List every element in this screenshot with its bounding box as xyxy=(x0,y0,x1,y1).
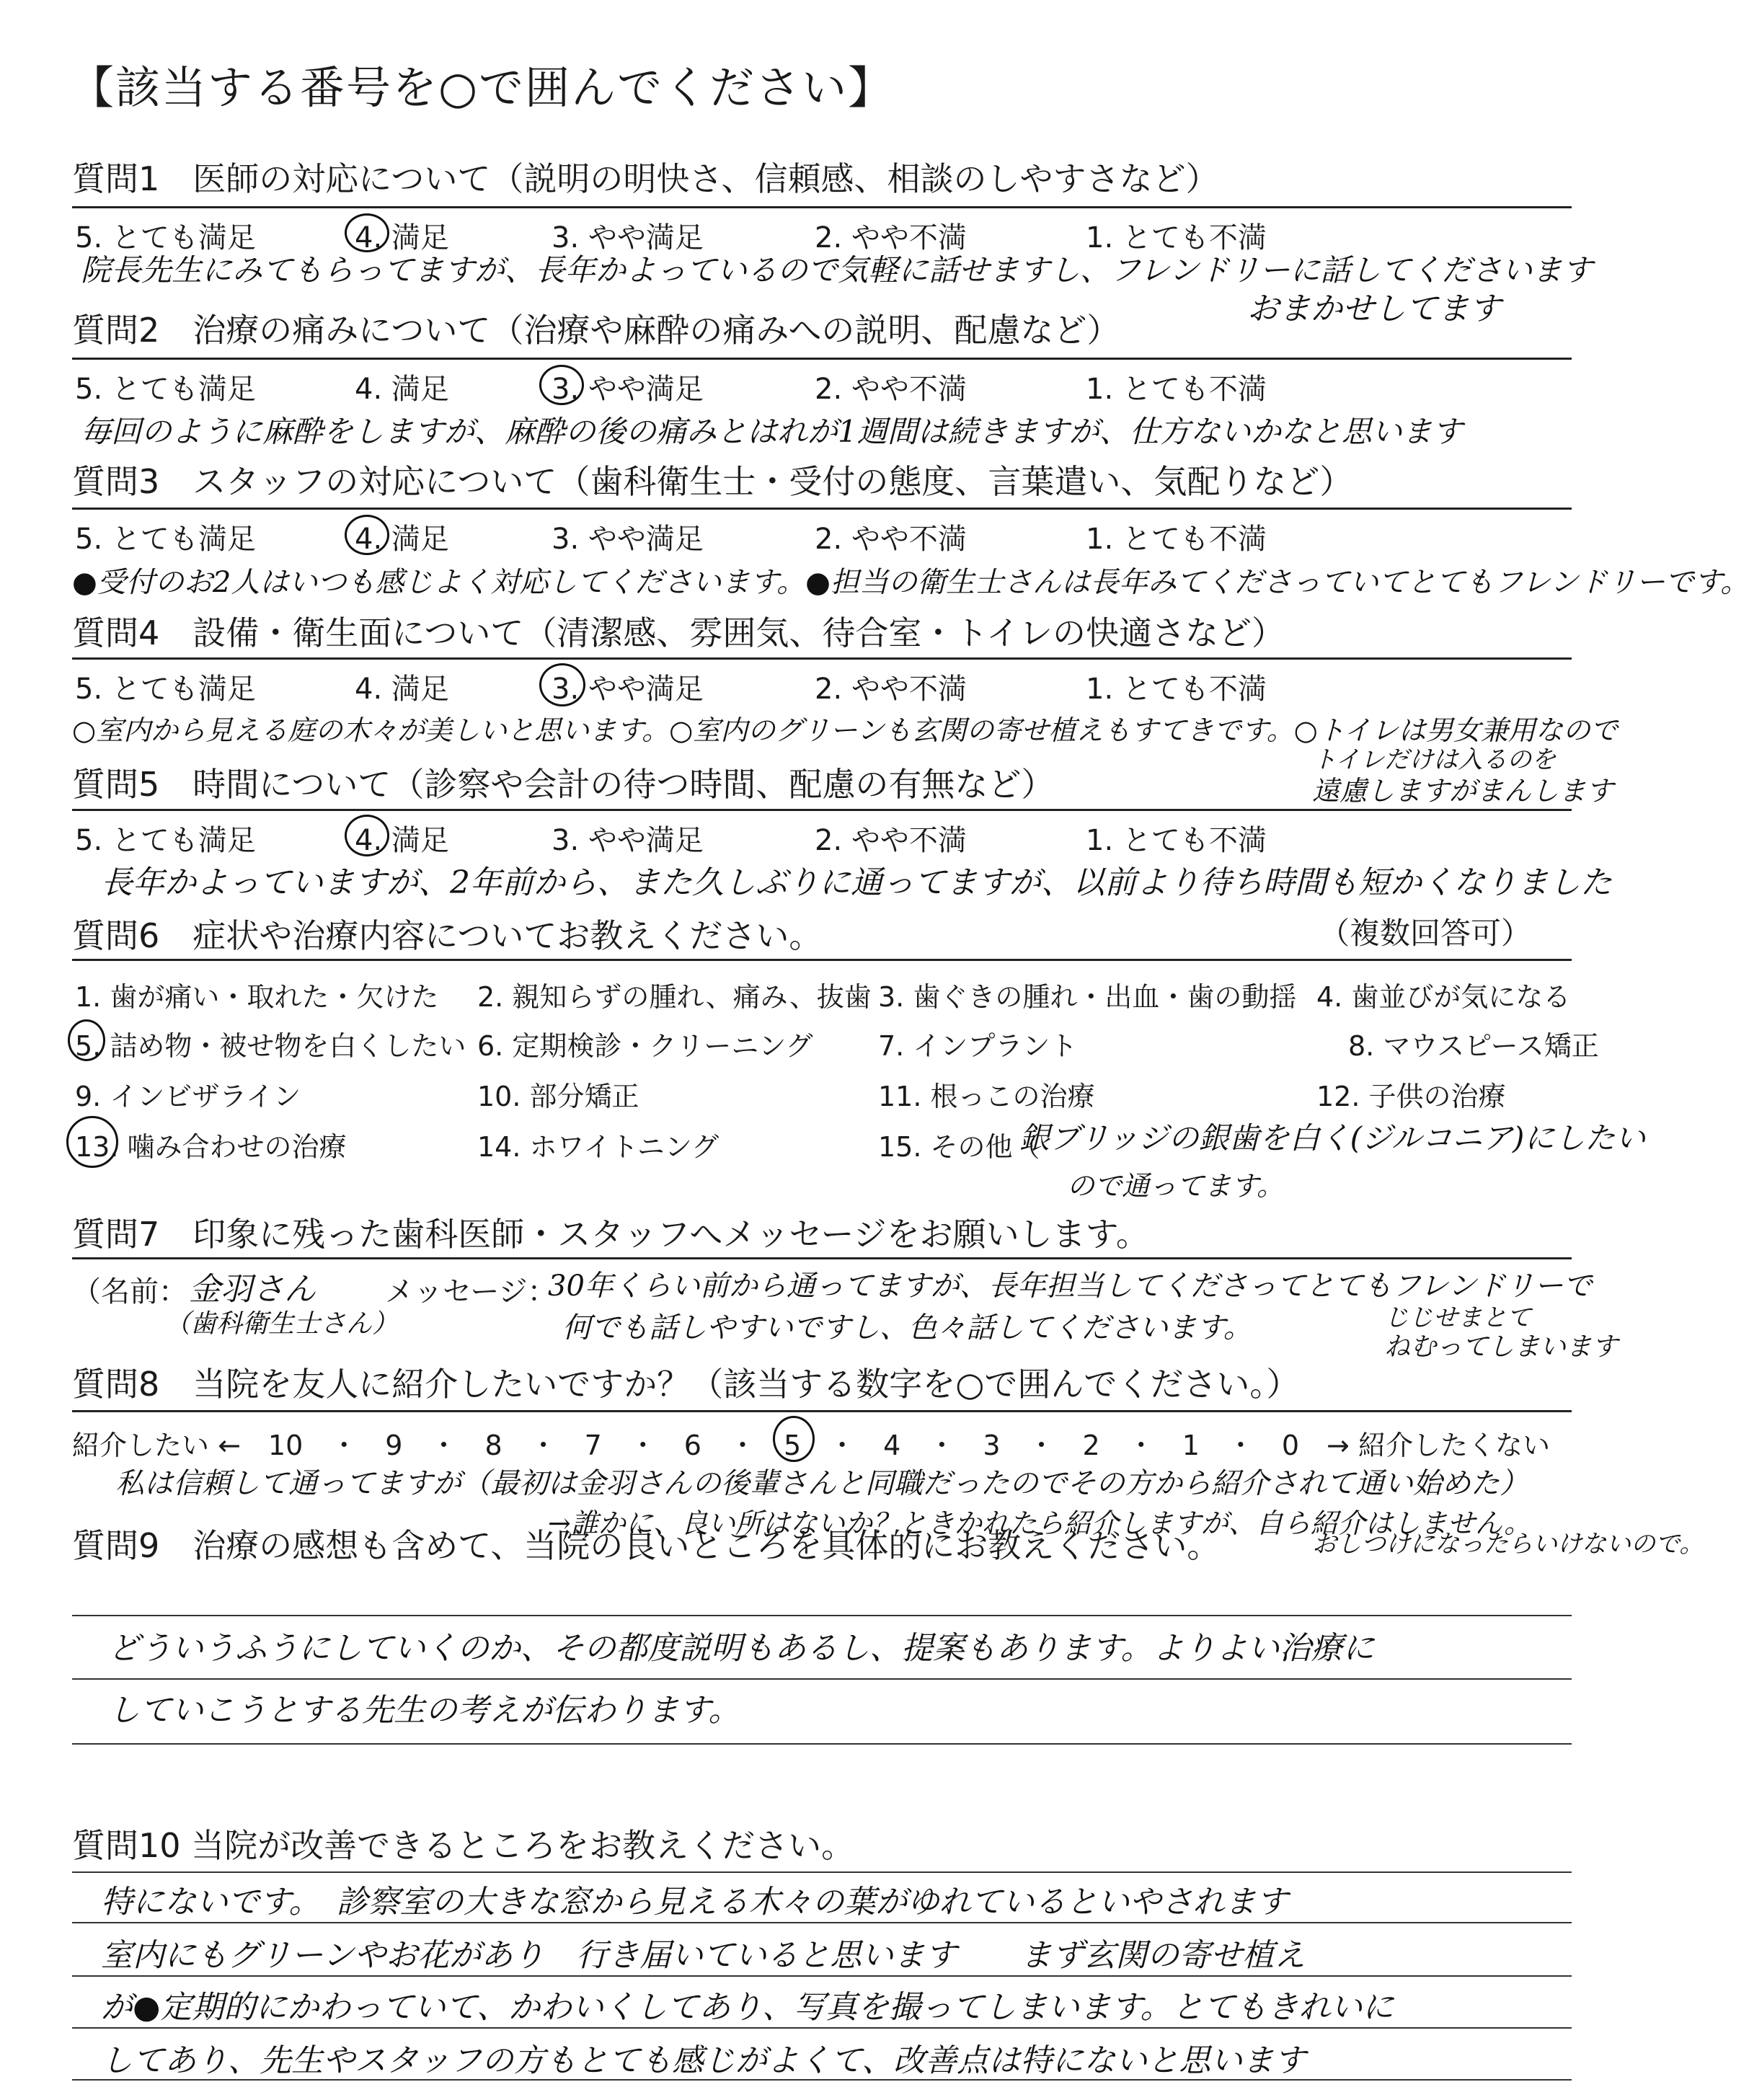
q5-opt2[interactable]: 2. やや不満 xyxy=(815,824,967,857)
q10-answer-line1: 特にないです。 診察室の大きな窓から見える木々の葉がゆれているといやされます xyxy=(101,1884,1288,1920)
q3-opt1[interactable]: 1. とても不満 xyxy=(1086,523,1267,556)
q5-answer-circle xyxy=(345,815,389,856)
q1-opt2[interactable]: 2. やや不満 xyxy=(815,221,967,254)
q10-answer-line3: が●定期的にかわっていて、かわいくしてあり、写真を撮ってしまいます。とてもきれいに xyxy=(101,1989,1394,2026)
q6-item5[interactable]: 5. 詰め物・被せ物を白くしたい xyxy=(75,1030,466,1062)
q6-item4[interactable]: 4. 歯並びが気になる xyxy=(1316,981,1571,1013)
q4-comment: ○室内から見える庭の木々が美しいと思います。○室内のグリーンも玄関の寄せ植えもすてきです。○トイレは男女兼用なので xyxy=(72,714,1618,746)
q8-comment-cont: →誰かに、良い所はないか？ときかれたら紹介しますが、自ら紹介はしません。 xyxy=(548,1507,1532,1539)
q7-rule xyxy=(72,1257,1572,1259)
q10-answer-line2: 室内にもグリーンやお花があり 行き届いていると思います まず玄関の寄せ植え xyxy=(101,1937,1306,1974)
q2-comment: 毎回のように麻酔をしますが、麻酔の後の痛みとはれが1週間は続きますが、仕方ないかなと思います xyxy=(81,414,1463,449)
q9-answer-line2: していこうとする先生の考えが伝わります。 xyxy=(108,1692,740,1729)
q5-comment: 長年かよっていますが、2年前から、また久しぶりに通ってますが、以前より待ち時間も短かくなりました xyxy=(101,864,1612,901)
q4-header: 質問4 設備・衛生面について（清潔感、雰囲気、待合室・トイレの快適さなど） xyxy=(72,613,1285,652)
q2-opt2[interactable]: 2. やや不満 xyxy=(815,373,967,406)
q6-item7[interactable]: 7. インプラント xyxy=(878,1030,1078,1062)
q3-answer-circle xyxy=(345,515,389,555)
q6-item3[interactable]: 3. 歯ぐきの腫れ・出血・歯の動揺 xyxy=(878,981,1297,1013)
q3-opt4[interactable]: 4. 満足 xyxy=(355,523,449,556)
q4-rule xyxy=(72,657,1572,660)
q8-header: 質問8 当院を友人に紹介したいですか？（該当する数字を○で囲んでください。） xyxy=(72,1365,1300,1404)
q6-item5-circle xyxy=(68,1019,105,1061)
q1-opt4[interactable]: 4. 満足 xyxy=(355,221,449,254)
q6-item10[interactable]: 10. 部分矯正 xyxy=(477,1081,639,1112)
q6-item15[interactable]: 15. その他（ xyxy=(878,1131,1040,1163)
q8-rule xyxy=(72,1410,1572,1412)
q3-comment: ●受付のお2人はいつも感じよく対応してくださいます。●担当の衛生士さんは長年みてくださっていてとてもフレンドリーです。 xyxy=(72,566,1749,599)
q5-header: 質問5 時間について（診察や会計の待つ時間、配慮の有無など） xyxy=(72,765,1055,804)
q2-opt1[interactable]: 1. とても不満 xyxy=(1086,373,1267,406)
q1-rule xyxy=(72,206,1572,208)
q5-opt3[interactable]: 3. やや満足 xyxy=(552,824,704,857)
q7-message-cont2: じじせまとて xyxy=(1384,1303,1531,1332)
q6-header: 質問6 症状や治療内容についてお教えください。 xyxy=(72,916,823,955)
q6-item6[interactable]: 6. 定期検診・クリーニング xyxy=(477,1030,813,1062)
q4-opt1[interactable]: 1. とても不満 xyxy=(1086,673,1267,706)
q6-note: （複数回答可） xyxy=(1319,916,1532,951)
q2-header: 質問2 治療の痛みについて（治療や麻酔の痛みへの説明、配慮など） xyxy=(72,311,1120,350)
q6-item9[interactable]: 9. インビザライン xyxy=(75,1081,301,1112)
q2-answer-circle xyxy=(539,365,584,405)
q8-scale[interactable]: 紹介したい ← 10 ・ 9 ・ 8 ・ 7 ・ 6 ・ 5 ・ 4 ・ 3 ・ 2 ・ 1 ・ 0 → 紹介したくない xyxy=(72,1430,1550,1461)
q6-item8[interactable]: 8. マウスピース矯正 xyxy=(1348,1030,1599,1062)
q10-header: 質問10 当院が改善できるところをお教えください。 xyxy=(72,1826,855,1865)
q5-opt5[interactable]: 5. とても満足 xyxy=(75,824,256,857)
q4-answer-circle xyxy=(539,663,585,706)
page-title: 【該当する番号を○で囲んでください】 xyxy=(69,61,895,114)
q4-opt5[interactable]: 5. とても満足 xyxy=(75,673,256,706)
q4-opt4[interactable]: 4. 満足 xyxy=(355,673,449,706)
q6-item12[interactable]: 12. 子供の治療 xyxy=(1316,1081,1506,1112)
q4-comment-cont2: 遠慮しますがまんします xyxy=(1312,775,1614,807)
q7-message: 30年くらい前から通ってますが、長年担当してくださってとてもフレンドリーで xyxy=(548,1270,1593,1303)
q1-opt3[interactable]: 3. やや満足 xyxy=(552,221,704,254)
q6-item1[interactable]: 1. 歯が痛い・取れた・欠けた xyxy=(75,981,439,1013)
q7-message-cont3: ねむってしまいます xyxy=(1384,1332,1619,1362)
q2-opt4[interactable]: 4. 満足 xyxy=(355,373,449,406)
q6-item13[interactable]: 13. 噛み合わせの治療 xyxy=(75,1131,347,1163)
q10-line2 xyxy=(72,1975,1572,1977)
q3-opt2[interactable]: 2. やや不満 xyxy=(815,523,967,556)
q9-line1 xyxy=(72,1615,1572,1616)
q9-side-comment: おしつけになったらいけないので。 xyxy=(1312,1530,1704,1559)
q4-opt2[interactable]: 2. やや不満 xyxy=(815,673,967,706)
q1-opt5[interactable]: 5. とても満足 xyxy=(75,221,256,254)
q6-item14[interactable]: 14. ホワイトニング xyxy=(477,1131,719,1163)
q9-line3 xyxy=(72,1743,1572,1745)
q5-opt4[interactable]: 4. 満足 xyxy=(355,824,449,857)
q2-rule xyxy=(72,358,1572,360)
q3-opt3[interactable]: 3. やや満足 xyxy=(552,523,704,556)
q10-line0 xyxy=(72,1871,1572,1873)
q2-opt5[interactable]: 5. とても満足 xyxy=(75,373,256,406)
q7-name-label: （名前： xyxy=(72,1275,187,1308)
q7-message-cont: 何でも話しやすいですし、色々話してくださいます。 xyxy=(562,1311,1252,1344)
q7-message-label: メッセージ： xyxy=(385,1275,557,1308)
q7-header: 質問7 印象に残った歯科医師・スタッフへメッセージをお願いします。 xyxy=(72,1215,1149,1254)
q1-comment-cont: おまかせしてます xyxy=(1247,291,1501,327)
q9-answer-line1: どういうふうにしていくのか、その都度説明もあるし、提案もあります。よりよい治療に xyxy=(108,1630,1375,1667)
q5-rule xyxy=(72,809,1572,811)
q4-comment-cont: トイレだけは入るのを xyxy=(1312,745,1557,774)
q8-answer-circle xyxy=(773,1416,815,1462)
q1-opt1[interactable]: 1. とても不満 xyxy=(1086,221,1267,254)
q10-line3 xyxy=(72,2027,1572,2029)
q8-comment: 私は信頼して通ってますが（最初は金羽さんの後輩さんと同職だったのでその方から紹介されて通い始めた） xyxy=(115,1467,1528,1500)
q5-opt1[interactable]: 1. とても不満 xyxy=(1086,824,1267,857)
q2-opt3[interactable]: 3. やや満足 xyxy=(552,373,704,406)
q3-rule xyxy=(72,508,1572,510)
q4-opt3[interactable]: 3. やや満足 xyxy=(552,673,704,706)
q10-answer-line4: してあり、先生やスタッフの方もとても感じがよくて、改善点は特にないと思います xyxy=(101,2042,1306,2079)
q3-opt5[interactable]: 5. とても満足 xyxy=(75,523,256,556)
q9-header: 質問9 治療の感想も含めて、当院の良いところを具体的にお教えください。 xyxy=(72,1526,1221,1565)
q6-item2[interactable]: 2. 親知らずの腫れ、痛み、抜歯 xyxy=(477,981,872,1013)
q6-other-text-cont: ので通ってます。 xyxy=(1067,1170,1284,1202)
q6-item11[interactable]: 11. 根っこの治療 xyxy=(878,1081,1095,1112)
q7-name-sub: （歯科衛生士さん） xyxy=(164,1309,399,1339)
q9-line2 xyxy=(72,1678,1572,1680)
q6-rule xyxy=(72,959,1572,961)
q1-comment: 院長先生にみてもらってますが、長年かよっているので気軽に話せますし、フレンドリーに話してくださいます xyxy=(81,252,1593,288)
q3-header: 質問3 スタッフの対応について（歯科衛生士・受付の態度、言葉遣い、気配りなど） xyxy=(72,462,1353,501)
q10-line1 xyxy=(72,1922,1572,1923)
q1-header: 質問1 医師の対応について（説明の明快さ、信頼感、相談のしやすさなど） xyxy=(72,159,1219,198)
q6-other-text: 銀ブリッジの銀歯を白く(ジルコニア)にしたい xyxy=(1019,1120,1646,1156)
q7-name: 金羽さん xyxy=(189,1271,316,1308)
q6-item13-circle xyxy=(66,1116,118,1168)
